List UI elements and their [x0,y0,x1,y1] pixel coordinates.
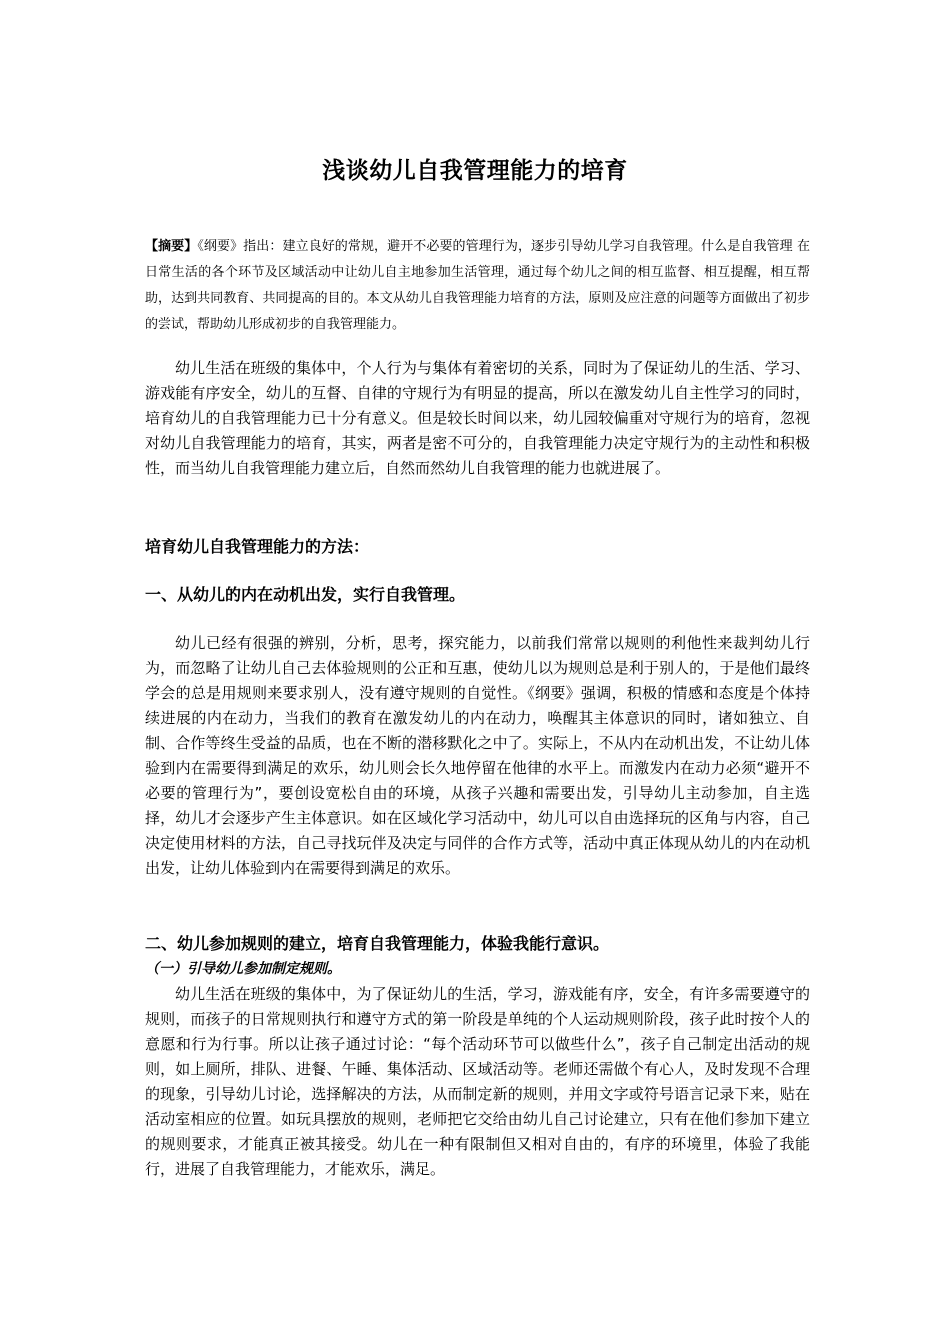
section-2-subheading: （一）引导幼儿参加制定规则。 [145,961,341,977]
section-1-heading: 一、从幼儿的内在动机出发，实行自我管理。 [145,585,466,604]
section-2-paragraph: 幼儿生活在班级的集体中，为了保证幼儿的生活，学习，游戏能有序，安全，有许多需要遵守的规则，而孩子的日常规则执行和遵守方式的第一阶段是单纯的个人运动规则阶段，孩子此时按个人的意愿和行为行事。所以让孩子通过讨论：“每个活动环节可以做些什么”，孩子自己制定出活动的规则，如上厕所，排队、进餐、午睡、集体活动、区域活动等。老师还需做个有心人，及时发现不合理的现象，引导幼儿讨论，选择解决的方法，从而制定新的规则，并用文字或符号语言记录下来，贴在活动室相应的位置。如玩具摆放的规则，老师把它交给由幼儿自己讨论建立，只有在他们参加下建立的规则要求，才能真正被其接受。幼儿在一种有限制但又相对自由的，有序的环境里，体验了我能行，进展了自我管理能力，才能欢乐，满足。 [145,985,810,1178]
section-2-heading: 二、幼儿参加规则的建立，培育自我管理能力，体验我能行意识。 [145,934,610,953]
section-1-paragraph: 幼儿已经有很强的辨别，分析，思考，探究能力，以前我们常常以规则的利他性来裁判幼儿行为，而忽略了让幼儿自己去体验规则的公正和互惠，使幼儿以为规则总是利于别人的，于是他们最终学会的总是用规则来要求别人，没有遵守规则的自觉性。《纲要》强调，积极的情感和态度是个体持续进展的内在动力，当我们的教育在激发幼儿的内在动力，唤醒其主体意识的同时，诸如独立、自制、合作等终生受益的品质，也在不断的潜移默化之中了。实际上，不从内在动机出发，不让幼儿体验到内在需要得到满足的欢乐，幼儿则会长久地停留在他律的水平上。而激发内在动力必须“避开不必要的管理行为”，要创设宽松自由的环境，从孩子兴趣和需要出发，引导幼儿主动参加，自主选择，幼儿才会逐步产生主体意识。如在区域化学习活动中，幼儿可以自由选择玩的区角与内容，自己决定使用材料的方法，自己寻找玩伴及决定与同伴的合作方式等，活动中真正体现从幼儿的内在动机出发，让幼儿体验到内在需要得到满足的欢乐。 [145,634,810,877]
abstract-text: 《纲要》指出：建立良好的常规，避开不必要的管理行为，逐步引导幼儿学习自我管理。什么是自我管理 在日常生活的各个环节及区域活动中让幼儿自主地参加生活管理，通过每个幼儿之间的相互监督、相互提醒，相互帮助，达到共同教育、共同提高的目的。本文从幼儿自我管理能力培育的方法，原则及应注意的问题等方面做出了初步的尝试，帮助幼儿形成初步的自我管理能力。 [145,239,810,332]
document-title: 浅谈幼儿自我管理能力的培育 [322,157,628,184]
intro-paragraph: 幼儿生活在班级的集体中，个人行为与集体有着密切的关系，同时为了保证幼儿的生活、学习、游戏能有序安全，幼儿的互督、自律的守规行为有明显的提高，所以在激发幼儿自主性学习的同时，培育幼儿的自我管理能力已十分有意义。但是较长时间以来，幼儿园较偏重对守规行为的培育，忽视对幼儿自我管理能力的培育，其实，两者是密不可分的，自我管理能力决定守规行为的主动性和积极性，而当幼儿自我管理能力建立后，自然而然幼儿自我管理的能力也就进展了。 [145,359,810,477]
abstract [145,234,810,338]
abstract-label: 【摘要】 [145,239,198,254]
methods-heading: 培育幼儿自我管理能力的方法： [145,537,370,556]
